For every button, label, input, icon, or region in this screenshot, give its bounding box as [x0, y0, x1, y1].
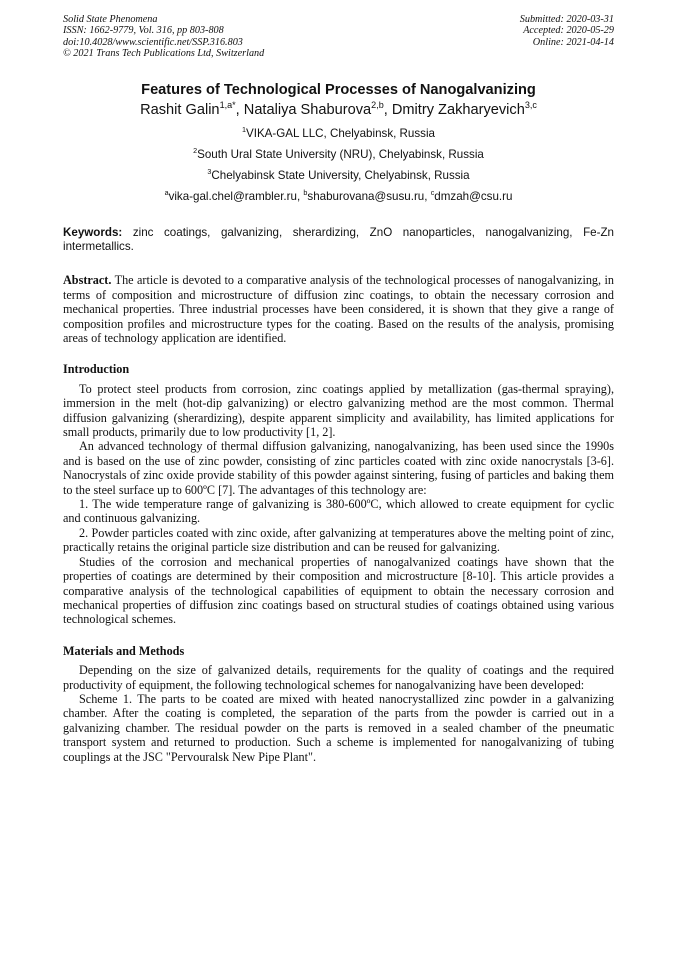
- abstract-label: Abstract.: [63, 273, 112, 288]
- paragraph: 2. Powder particles coated with zinc oxide, after galvanizing at temperatures above the melting point of zinc, practically retains the original particle size distribution and can be reused for galvanizing.: [63, 525, 614, 555]
- keywords-label: Keywords:: [63, 226, 123, 240]
- doi: doi:10.4028/www.scientific.net/SSP.316.803: [63, 36, 243, 48]
- journal-header: [63, 14, 614, 59]
- author-emails: $^a$vika-gal.chel@rambler.ru, $^b$shaburovana@susu.ru, $^c$dmzah@csu.ru: [164, 188, 513, 204]
- paragraph: To protect steel products from corrosion, zinc coatings applied by metallization (gas-thermal spraying), immersion in the melt (hot-dip galvanizing) or electro galvanizing method are the most common. Thermal diffusion galvanizing (sherardizing), despite apparent simplicity and availability, has limited applications for small products, primarily due to low productivity [1, 2].: [63, 381, 614, 440]
- author-list: [63, 101, 614, 119]
- author: Dmitry Zakharyevich$^{3,c}$: [391, 100, 537, 119]
- paper-title: Features of Technological Processes of Nanogalvanizing: [141, 82, 536, 99]
- paragraph: Scheme 1. The parts to be coated are mixed with heated nanocrystallized zinc powder in a galvanizing chamber. After the coating is completed, the separation of the parts from the powder is carried out in a galvanizing chamber. The residual powder on the parts is removed in a sealed chamber of the pneumatic transport system and returned to production. Such a scheme is implemented for nanogalvanizing of tubing couplings at the JSC "Pervouralsk New Pipe Plant".: [63, 691, 614, 764]
- paragraph: 1. The wide temperature range of galvanizing is 380-600ºC, which allowed to create equipment for cyclic and continuous galvanizing.: [63, 497, 614, 526]
- email[interactable]: $^c$dmzah@csu.ru: [430, 188, 513, 204]
- abstract: [63, 273, 614, 345]
- keywords: [63, 226, 614, 253]
- keywords-text: zinc coatings, galvanizing, sherardizing, ZnO nanoparticles, nanogalvanizing, Fe-Zn intermetallics.: [63, 226, 614, 253]
- section-heading-introduction: Introduction: [63, 362, 130, 377]
- accepted-date: Accepted: 2020-05-29: [523, 25, 614, 37]
- paragraph: Studies of the corrosion and mechanical properties of nanogalvanized coatings have shown that the properties of coatings are determined by their composition and microstructure [8-10]. This article provides a comparative analysis of the technological capabilities of equipment to obtain the necessary corrosion and mechanical properties of diffusion zinc coatings based on structural studies of coatings obtained using various technological schemes.: [63, 554, 614, 627]
- journal-name: Solid State Phenomena: [63, 14, 158, 25]
- submission-dates: [520, 14, 614, 59]
- affiliation: $^3$Chelyabinsk State University, Chelyabinsk, Russia: [207, 167, 470, 183]
- paragraph: An advanced technology of thermal diffusion galvanizing, nanogalvanizing, has been used since the 1990s and is based on the use of zinc powder, consisting of zinc particles coated with zinc oxide nanocrystals [3-6]. Nanocrystals of zinc oxide provide stability of this powder against sintering, fusing of particles and baking them to the steel surface up to 600ºC [7]. The advantages of this technology are:: [63, 439, 614, 497]
- copyright: © 2021 Trans Tech Publications Ltd, Switzerland: [63, 47, 265, 59]
- section-heading-methods: Materials and Methods: [63, 643, 185, 658]
- paragraph: Depending on the size of galvanized details, requirements for the quality of coatings and the required productivity of equipment, the following technological schemes for nanogalvanizing have been developed:: [63, 663, 614, 692]
- email[interactable]: $^b$shaburovana@susu.ru: [303, 188, 425, 204]
- journal-info: [63, 14, 264, 59]
- affiliation: $^2$South Ural State University (NRU), Chelyabinsk, Russia: [193, 146, 484, 162]
- affiliation: $^1$VIKA-GAL LLC, Chelyabinsk, Russia: [241, 125, 435, 141]
- author: Nataliya Shaburova$^{2,b}$,: [243, 100, 392, 119]
- author: Rashit Galin$^{1,a*}$,: [140, 100, 244, 119]
- submitted-date: Submitted: 2020-03-31: [519, 14, 614, 25]
- issn: ISSN: 1662-9779, Vol. 316, pp 803-808: [63, 25, 224, 37]
- email[interactable]: $^a$vika-gal.chel@rambler.ru: [164, 188, 297, 204]
- paper-page: [63, 14, 614, 764]
- abstract-text: The article is devoted to a comparative analysis of the technological processes of nanogalvanizing, in terms of composition and microstructure of diffusion zinc coatings, to obtain the necessary corrosion and mechanical properties. Three industrial processes have been considered, it is shown that they give a range of composition profiles and microstructure types for the coating. Based on the results of the analysis, promising areas of technology application are identified.: [63, 273, 614, 345]
- online-date: Online: 2021-04-14: [532, 36, 614, 48]
